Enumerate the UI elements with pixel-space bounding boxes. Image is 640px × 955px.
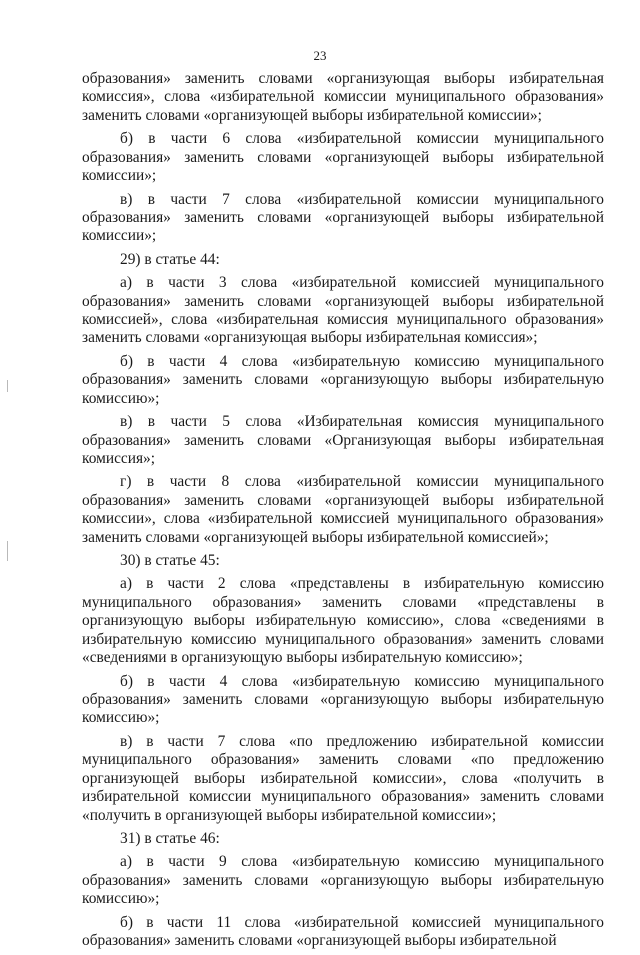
document-body	[82, 70, 604, 955]
section-heading: 31) в статье 46:	[120, 829, 220, 847]
paragraph: в) в части 7 слова «избирательной комиссии муниципального образования» заменить словами «организующей выборы избирательной комиссии»;	[82, 190, 604, 245]
paragraph: а) в части 2 слова «представлены в избирательную комиссию муниципального образования» заменить словами «представлены в организующую выборы избирательную комиссию», слова «сведениями в избирательную комиссию муниципального образования» заменить словами «сведениями в организующую выборы избирательную комиссию»;	[82, 575, 604, 667]
paragraph: б) в части 4 слова «избирательную комиссию муниципального образования» заменить словами «организующую выборы избирательную комиссию»;	[82, 672, 604, 727]
paragraph: в) в части 5 слова «Избирательная комиссия муниципального образования» заменить словами «Организующая выборы избирательная комиссия»;	[82, 413, 604, 467]
paragraph: образования» заменить словами «организующая выборы избирательная комиссия», слова «избирательной комиссии муниципального образования» заменить словами «организующей выборы избирательной комиссии»;	[82, 70, 604, 124]
section-heading: 29) в статье 44:	[120, 250, 220, 268]
page-number: 23	[313, 48, 327, 63]
paragraph: а) в части 9 слова «избирательную комиссию муниципального образования» заменить словами «организующую выборы избирательную комиссию»;	[82, 853, 604, 908]
margin-scan-mark	[7, 380, 8, 392]
paragraph: г) в части 8 слова «избирательной комиссии муниципального образования» заменить словами «организующей выборы избирательной комиссии», слова «избирательной комиссией муниципального образования» заменить словами «организующей выборы избирательной комиссией»;	[82, 473, 604, 546]
paragraph: б) в части 4 слова «избирательную комиссию муниципального образования» заменить словами «организующую выборы избирательную комиссию»;	[82, 352, 604, 407]
margin-scan-mark	[7, 541, 8, 561]
paragraph: а) в части 3 слова «избирательной комиссией муниципального образования» заменить словами «организующей выборы избирательной комиссией», слова «избирательная комиссия муниципального образования» заменить словами «организующая выборы избирательная комиссия»;	[82, 274, 604, 347]
paragraph: б) в части 11 слова «избирательной комиссией муниципального образования» заменить словами «организующей выборы избирательной	[82, 913, 604, 949]
paragraph: б) в части 6 слова «избирательной комиссии муниципального образования» заменить словами «организующей выборы избирательной комиссии»;	[82, 130, 604, 185]
section-heading: 30) в статье 45:	[120, 552, 220, 569]
paragraph: в) в части 7 слова «по предложению избирательной комиссии муниципального образования» заменить словами «по предложению организующей выборы избирательной комиссии», слова «получить в избирательной комиссии муниципального образования» заменить словами «получить в организующей выборы избирательной комиссии»;	[82, 732, 604, 824]
